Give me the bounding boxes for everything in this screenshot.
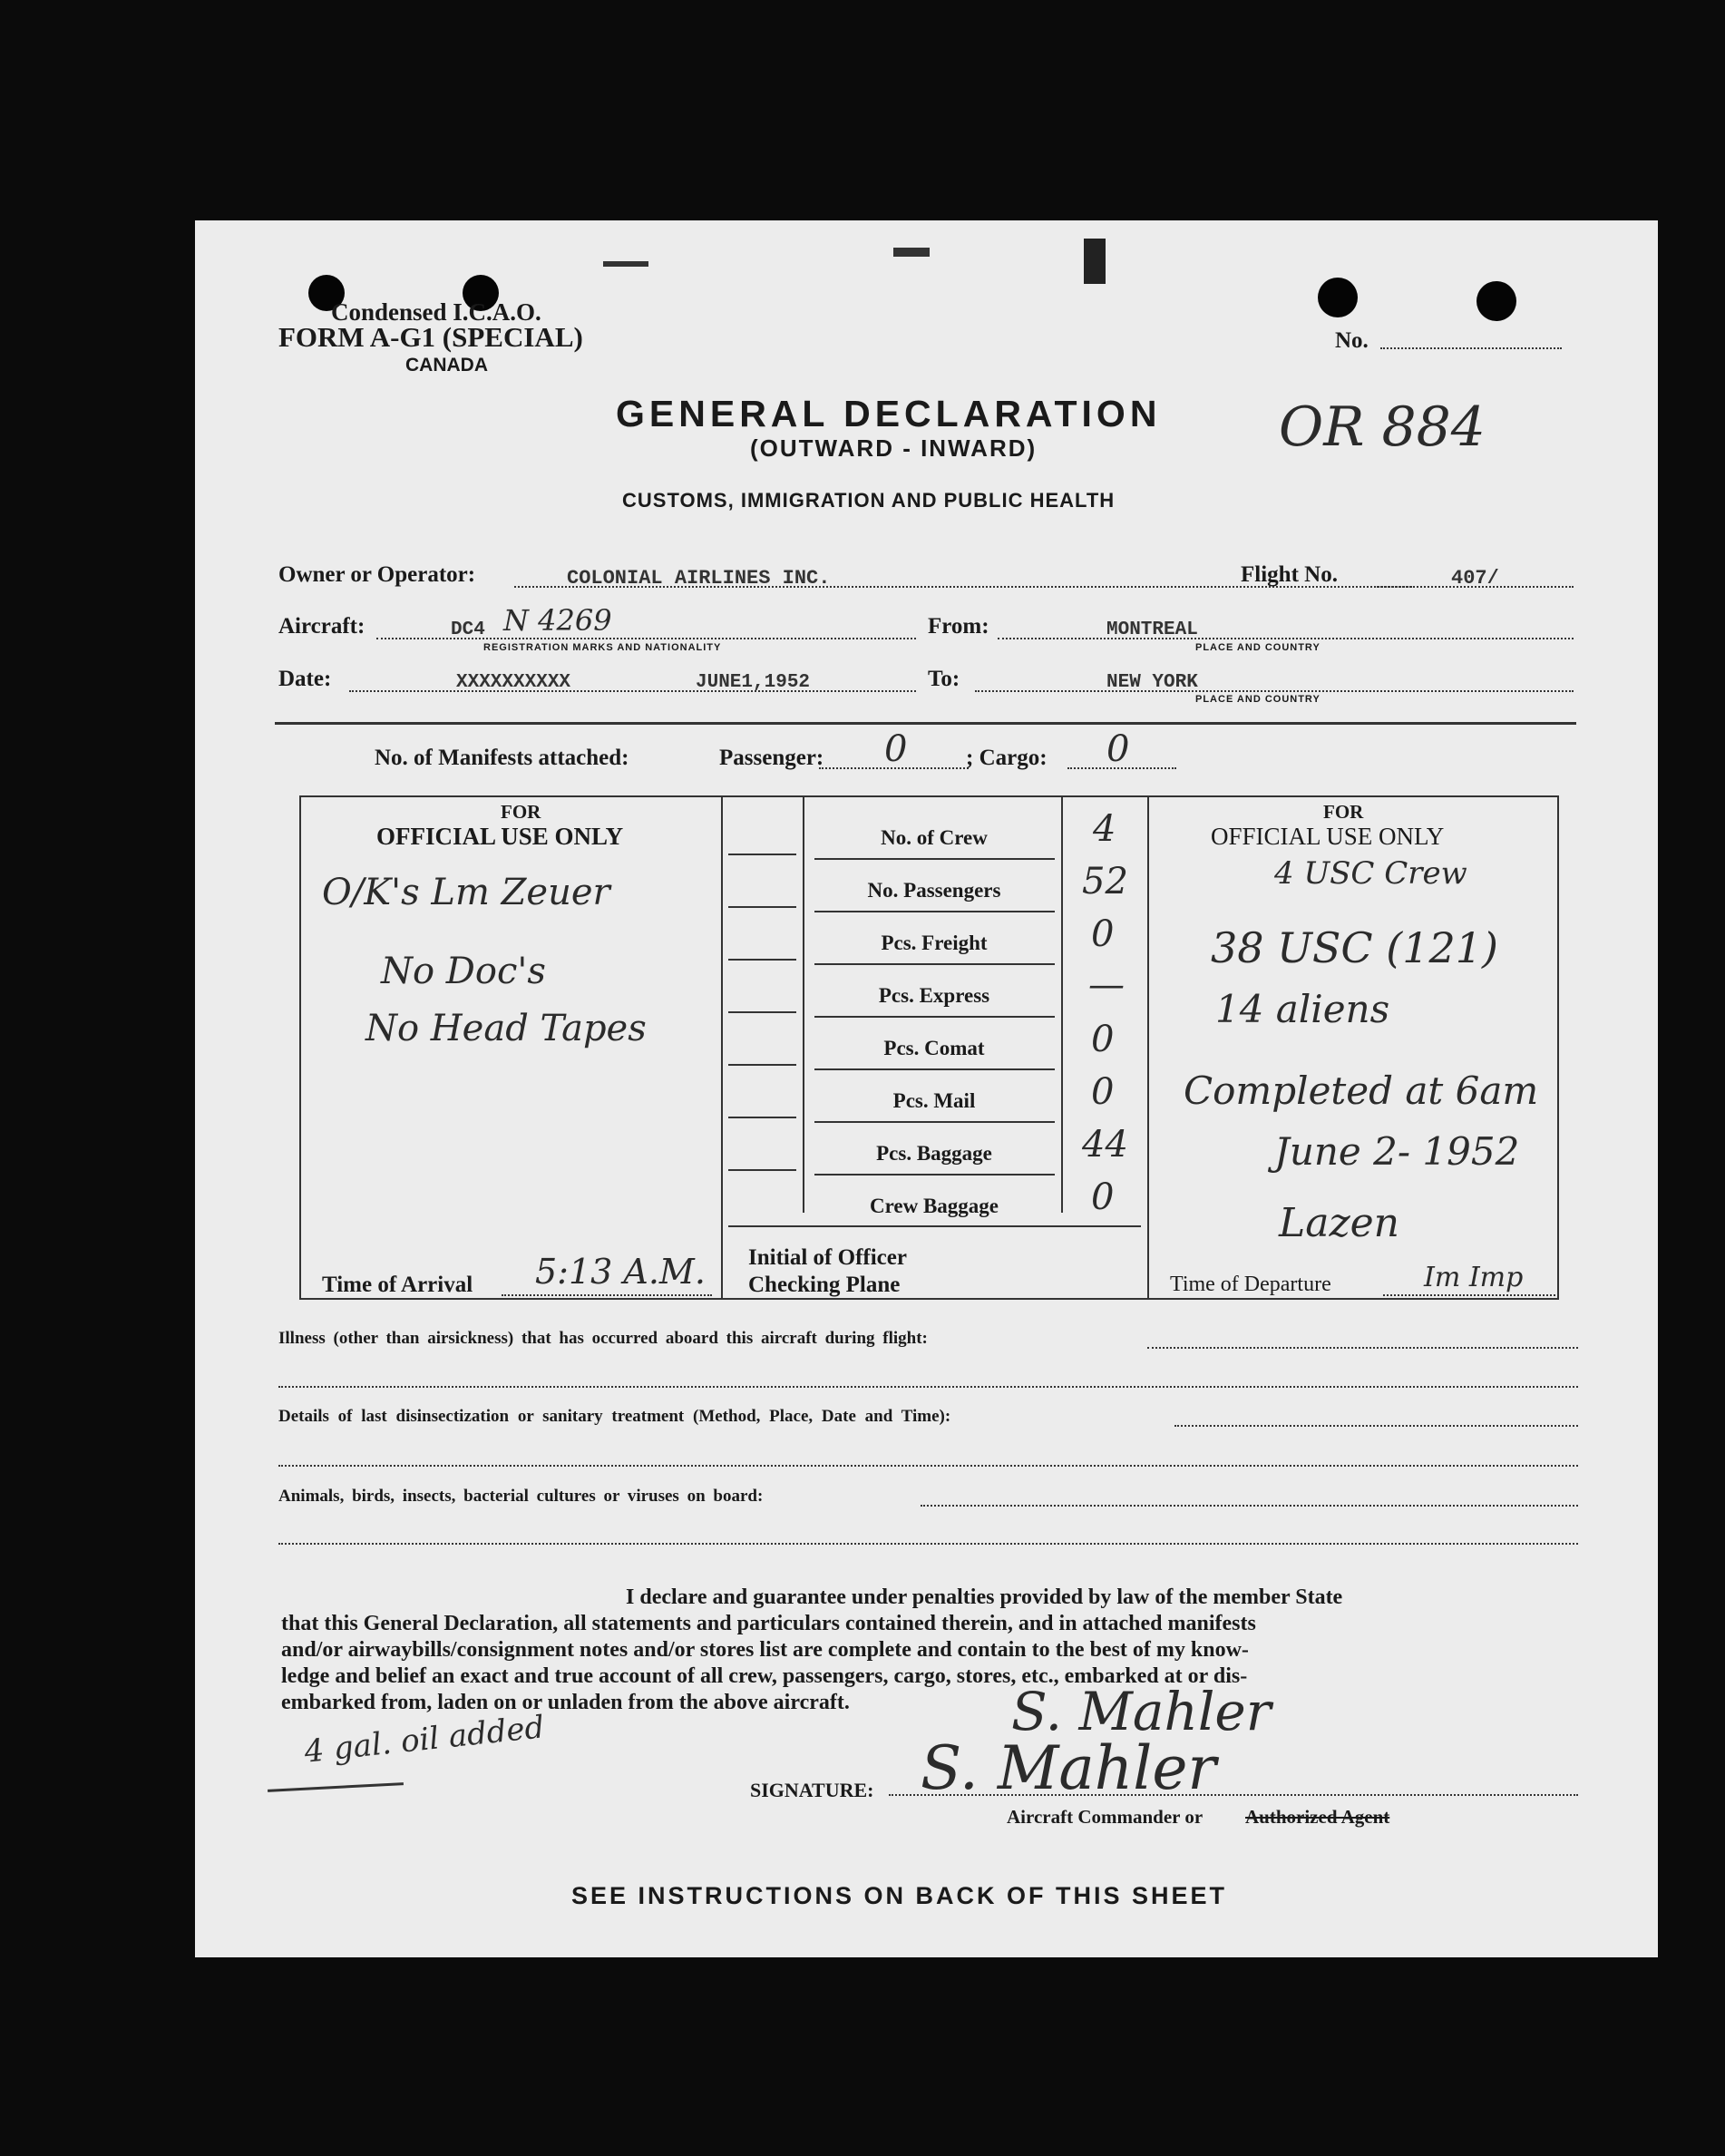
declaration-text: ledge and belief an exact and true account of all crew, passengers, cargo, stores, etc., embarked at or dis-	[281, 1664, 1248, 1688]
to-field-line	[975, 690, 1574, 692]
row-label-freight: Pcs. Freight	[881, 932, 988, 954]
row-rule	[814, 1068, 1055, 1070]
row-value-freight: 0	[1091, 913, 1115, 955]
illness-question: Illness (other than airsickness) that has occurred aboard this aircraft during flight:	[278, 1329, 928, 1348]
date-field-line	[349, 690, 916, 692]
right-official-title: OFFICIAL USE ONLY	[1211, 823, 1445, 850]
handwritten-number: OR 884	[1279, 395, 1486, 459]
row-value-comat: 0	[1091, 1019, 1115, 1060]
declaration-text: that this General Declaration, all statements and particulars contained therein, and in attached manifests	[281, 1612, 1256, 1635]
disinsectization-line-2	[278, 1465, 1578, 1467]
right-note: June 2- 1952	[1274, 1129, 1520, 1174]
oil-note-underline	[268, 1782, 404, 1792]
form-number: FORM A-G1 (SPECIAL)	[278, 321, 583, 353]
table-divider	[803, 795, 804, 1213]
row-value-passengers: 52	[1082, 861, 1128, 902]
row-rule	[814, 1121, 1055, 1123]
arrival-label: Time of Arrival	[322, 1273, 473, 1297]
row-label-baggage: Pcs. Baggage	[876, 1142, 992, 1165]
owner-value: COLONIAL AIRLINES INC.	[567, 567, 831, 590]
row-label-express: Pcs. Express	[878, 984, 990, 1007]
table-divider	[1061, 795, 1063, 1213]
departure-label: Time of Departure	[1170, 1273, 1331, 1296]
right-note: 38 USC (121)	[1211, 923, 1498, 972]
passenger-manifest-label: Passenger:	[719, 746, 824, 770]
row-rule	[728, 1117, 796, 1118]
footer-instructions: SEE INSTRUCTIONS ON BACK OF THIS SHEET	[571, 1882, 1228, 1909]
animals-line-2	[278, 1543, 1578, 1545]
header-divider	[275, 722, 1576, 725]
row-label-crew-baggage: Crew Baggage	[869, 1195, 999, 1217]
to-value: NEW YORK	[1106, 672, 1198, 693]
departure-value: Im Imp	[1424, 1262, 1524, 1293]
page-title: GENERAL DECLARATION	[616, 393, 1162, 434]
table-divider	[1147, 795, 1149, 1300]
from-label: From:	[928, 614, 989, 639]
from-field-line	[998, 638, 1574, 639]
manifests-label: No. of Manifests attached:	[375, 746, 629, 770]
aircraft-registration: N 4269	[503, 603, 612, 638]
row-rule	[728, 1169, 796, 1171]
date-label: Date:	[278, 667, 332, 691]
signature-upper: S. Mahler	[1011, 1681, 1272, 1742]
illness-line-2	[278, 1386, 1578, 1388]
passenger-manifest-value: 0	[884, 728, 908, 770]
form-condensed-line: Condensed I.C.A.O.	[331, 298, 541, 326]
date-struck: XXXXXXXXXX	[456, 672, 571, 693]
row-value-baggage: 44	[1082, 1124, 1128, 1166]
row-value-crew-baggage: 0	[1091, 1176, 1115, 1218]
departure-line	[1383, 1294, 1555, 1296]
row-rule	[728, 959, 796, 961]
row-rule	[814, 1016, 1055, 1018]
punch-hole	[1318, 278, 1358, 317]
row-rule	[814, 963, 1055, 965]
scan-mark	[603, 261, 648, 267]
left-note: No Head Tapes	[365, 1008, 647, 1049]
declaration-text: and/or airwaybills/consignment notes and/or stores list are complete and contain to the best of my know-	[281, 1638, 1249, 1662]
right-note: Completed at 6am	[1184, 1068, 1539, 1113]
declaration-form-sheet	[195, 220, 1658, 1957]
right-note: Lazen	[1279, 1200, 1400, 1246]
declaration-text: embarked from, laden on or unladen from the above aircraft.	[281, 1691, 850, 1714]
aircraft-label: Aircraft:	[278, 614, 365, 639]
left-note: O/K's Lm Zeuer	[322, 872, 610, 913]
row-rule	[814, 1174, 1055, 1176]
row-label-passengers: No. Passengers	[867, 879, 1001, 902]
row-rule	[728, 1064, 796, 1066]
right-note: 14 aliens	[1215, 987, 1390, 1031]
no-label: No.	[1335, 328, 1369, 353]
signature-lower: S. Mahler	[921, 1733, 1216, 1803]
row-rule	[728, 906, 796, 908]
scan-mark	[893, 248, 930, 257]
disinsectization-line	[1174, 1425, 1578, 1427]
to-label: To:	[928, 667, 960, 691]
flight-label: Flight No.	[1241, 562, 1338, 587]
owner-label: Owner or Operator:	[278, 562, 476, 587]
animals-line	[921, 1505, 1578, 1507]
row-rule	[728, 854, 796, 855]
from-place-caption: PLACE AND COUNTRY	[1195, 642, 1321, 653]
row-value-mail: 0	[1091, 1071, 1115, 1113]
row-label-comat: Pcs. Comat	[883, 1037, 985, 1059]
row-value-crew: 4	[1093, 808, 1116, 850]
cargo-manifest-label: ; Cargo:	[966, 746, 1048, 770]
right-note: 4 USC Crew	[1274, 855, 1467, 892]
punch-hole	[1476, 281, 1516, 321]
left-official-title: OFFICIAL USE ONLY	[376, 823, 624, 850]
illness-line	[1147, 1347, 1578, 1349]
left-note: No Doc's	[381, 951, 546, 992]
row-rule	[728, 1011, 796, 1013]
cargo-manifest-value: 0	[1106, 728, 1130, 770]
disinsectization-question: Details of last disinsectization or sanitary treatment (Method, Place, Date and Time):	[278, 1407, 951, 1426]
form-country: CANADA	[405, 355, 488, 376]
officer-label-line1: Initial of Officer	[748, 1245, 907, 1270]
row-rule	[814, 911, 1055, 912]
page-subtitle: (OUTWARD - INWARD)	[750, 434, 1038, 462]
arrival-line	[502, 1294, 712, 1296]
no-field-line	[1380, 347, 1562, 349]
left-official-head: FOR	[501, 801, 541, 823]
animals-question: Animals, birds, insects, bacterial cultures or viruses on board:	[278, 1487, 764, 1506]
arrival-value: 5:13 A.M.	[535, 1252, 706, 1292]
department-line: CUSTOMS, IMMIGRATION AND PUBLIC HEALTH	[622, 489, 1116, 512]
officer-label-line2: Checking Plane	[748, 1273, 901, 1297]
registration-caption: REGISTRATION MARKS AND NATIONALITY	[483, 642, 722, 653]
right-official-head: FOR	[1323, 801, 1364, 823]
commander-label: Aircraft Commander or	[1007, 1806, 1204, 1828]
date-value: JUNE1,1952	[696, 672, 811, 693]
row-value-express: —	[1088, 964, 1125, 1006]
row-label-crew: No. of Crew	[881, 826, 988, 849]
table-divider	[721, 795, 723, 1300]
oil-note: 4 gal. oil added	[302, 1709, 547, 1771]
declaration-text: I declare and guarantee under penalties provided by law of the member State	[626, 1585, 1343, 1609]
table-divider	[728, 1225, 1141, 1227]
row-label-mail: Pcs. Mail	[892, 1089, 976, 1112]
row-rule	[814, 858, 1055, 860]
scan-mark	[1084, 239, 1106, 284]
to-place-caption: PLACE AND COUNTRY	[1195, 694, 1321, 705]
from-value: MONTREAL	[1106, 619, 1198, 640]
signature-label: SIGNATURE:	[750, 1779, 874, 1801]
aircraft-type: DC4	[451, 619, 485, 640]
flight-value: 407/	[1451, 567, 1499, 590]
agent-struck-label: Authorized Agent	[1245, 1806, 1390, 1828]
